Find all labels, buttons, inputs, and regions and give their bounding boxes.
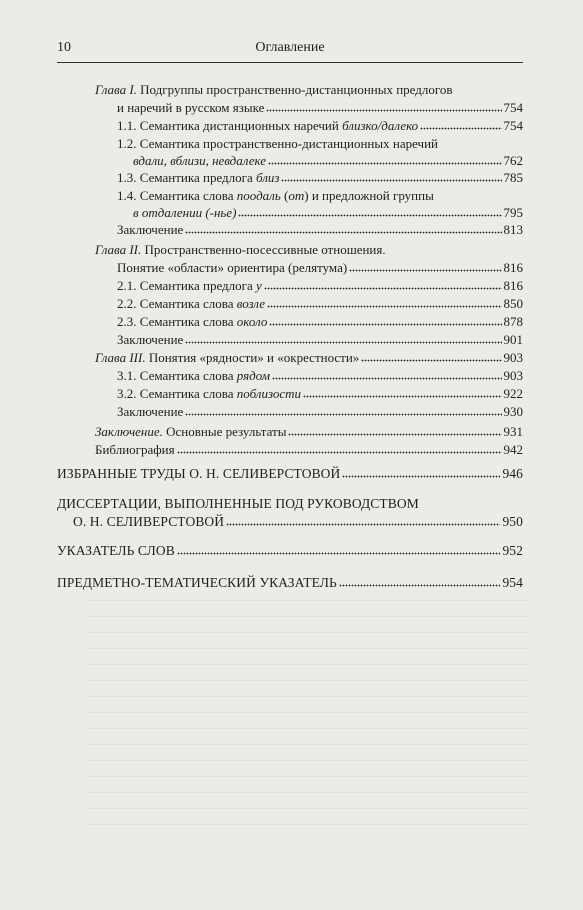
toc-page-number: 816 <box>503 278 523 293</box>
text-run: Основные результаты <box>162 424 287 439</box>
dot-leader <box>455 84 521 94</box>
bleed-through-texture <box>90 600 530 840</box>
toc-page-number: 942 <box>503 442 523 457</box>
toc-entry-title <box>117 314 267 330</box>
text-run: Понятие «области» ориентира (релятума) <box>117 260 348 275</box>
dot-leader <box>342 468 500 478</box>
toc-page-number: 901 <box>503 332 523 347</box>
dot-leader <box>349 262 501 272</box>
toc-entry-title <box>95 242 386 258</box>
toc-entry <box>73 514 523 530</box>
italic-run: от <box>288 188 305 203</box>
toc-page-number: 785 <box>503 170 523 185</box>
text-run: О. Н. СЕЛИВЕРСТОВОЙ <box>73 514 225 529</box>
text-run: ) и предложной группы <box>304 188 434 203</box>
toc-entry <box>95 424 523 440</box>
toc-entry-title <box>117 100 264 116</box>
text-run: Библиография <box>95 442 175 457</box>
dot-leader <box>436 190 521 200</box>
text-run: ( <box>280 188 289 203</box>
italic-run: рядом <box>236 368 270 383</box>
text-run: 3.2. Семантика слова <box>117 386 237 401</box>
toc-entry-title <box>57 496 419 512</box>
toc-page-number: 878 <box>503 314 523 329</box>
toc-entry-title <box>117 170 279 186</box>
page-header <box>57 40 523 58</box>
dot-leader <box>388 244 521 254</box>
dot-leader <box>272 370 502 380</box>
toc-page-number: 754 <box>503 118 523 133</box>
text-run: 2.3. Семантика слова <box>117 314 237 329</box>
toc-entry-title <box>117 278 262 294</box>
toc-entry-title <box>57 466 340 482</box>
dot-leader <box>420 120 501 130</box>
dot-leader <box>177 545 501 555</box>
header-rule <box>57 62 523 63</box>
italic-run: поблизости <box>236 386 302 401</box>
dot-leader <box>238 207 501 217</box>
italic-run: близ <box>256 170 280 185</box>
dot-leader <box>185 406 501 416</box>
toc-entry <box>117 136 523 152</box>
toc-entry <box>57 466 523 482</box>
toc-entry-title <box>117 368 270 384</box>
toc-entry-title <box>117 260 347 276</box>
page-title: Оглавление <box>255 40 325 55</box>
italic-run: Глава II. <box>95 242 142 257</box>
toc-page-number: 754 <box>503 100 523 115</box>
dot-leader <box>226 516 500 526</box>
toc-entry <box>117 314 523 330</box>
dot-leader <box>361 352 501 362</box>
dot-leader <box>177 444 502 454</box>
text-run: ПРЕДМЕТНО-ТЕМАТИЧЕСКИЙ УКАЗАТЕЛЬ <box>57 575 337 590</box>
dot-leader <box>264 280 502 290</box>
text-run: Заключение <box>117 222 184 237</box>
text-run: Заключение <box>117 332 184 347</box>
toc-entry-title <box>95 424 286 440</box>
page-number: 10 <box>57 40 71 55</box>
toc-entry <box>133 205 523 221</box>
toc-page-number: 950 <box>502 514 523 529</box>
toc-entry-title <box>133 153 266 169</box>
toc-entry-title <box>73 514 224 530</box>
toc-entry <box>117 260 523 276</box>
dot-leader <box>303 388 501 398</box>
text-run: Подгруппы пространственно-дистанционных предлогов <box>136 82 453 97</box>
text-run: 3.1. Семантика слова <box>117 368 237 383</box>
toc-entry <box>117 100 523 116</box>
toc-entry <box>117 332 523 348</box>
italic-run: близко/далеко <box>342 118 419 133</box>
italic-run: Глава III. <box>95 350 146 365</box>
toc-page-number: 952 <box>502 543 523 558</box>
text-run: Пространственно-посессивные отношения. <box>141 242 386 257</box>
dot-leader <box>269 316 501 326</box>
text-run: 2.2. Семантика слова <box>117 296 237 311</box>
toc-page-number: 946 <box>502 466 523 481</box>
toc-entry-title <box>117 136 438 152</box>
toc-entry-title <box>57 543 175 559</box>
dot-leader <box>268 155 501 165</box>
toc-entry-title <box>95 82 453 98</box>
toc-entry <box>95 350 523 366</box>
toc-page-number: 954 <box>502 575 523 590</box>
toc-entry <box>117 188 523 204</box>
toc-entry <box>95 442 523 458</box>
toc-entry <box>57 496 523 512</box>
toc-entry <box>95 242 523 258</box>
dot-leader <box>185 334 501 344</box>
toc-entry-title <box>117 118 418 134</box>
italic-run: возле <box>236 296 266 311</box>
dot-leader <box>339 577 501 587</box>
italic-run: у <box>256 278 262 293</box>
toc-entry-title <box>117 188 434 204</box>
toc-entry-title <box>117 404 183 420</box>
toc-entry <box>117 404 523 420</box>
toc-entry <box>117 170 523 186</box>
toc-entry-title <box>133 205 236 221</box>
toc-entry <box>117 278 523 294</box>
italic-run: поодаль <box>236 188 281 203</box>
text-run: УКАЗАТЕЛЬ СЛОВ <box>57 543 175 558</box>
italic-run: Заключение. <box>95 424 163 439</box>
toc-entry-title <box>117 332 183 348</box>
toc-entry <box>95 82 523 98</box>
toc-entry <box>117 368 523 384</box>
toc-page-number: 762 <box>503 153 523 168</box>
text-run: ИЗБРАННЫЕ ТРУДЫ О. Н. СЕЛИВЕРСТОВОЙ <box>57 466 341 481</box>
italic-run: в отдалении (-нье) <box>133 205 237 220</box>
dot-leader <box>266 102 501 112</box>
dot-leader <box>267 298 501 308</box>
toc-entry <box>117 118 523 134</box>
text-run: Заключение <box>117 404 184 419</box>
italic-run: около <box>236 314 268 329</box>
italic-run: Глава I. <box>95 82 137 97</box>
toc-page-number: 813 <box>503 222 523 237</box>
toc-page-number: 903 <box>503 368 523 383</box>
toc-page-number: 931 <box>503 424 523 439</box>
italic-run: вдали, вблизи, невдалеке <box>133 153 267 168</box>
toc-entry <box>117 386 523 402</box>
dot-leader <box>288 426 501 436</box>
toc-page-number: 795 <box>503 205 523 220</box>
dot-leader <box>421 498 521 508</box>
text-run: 1.2. Семантика пространственно-дистанционных наречий <box>117 136 438 151</box>
dot-leader <box>281 172 501 182</box>
toc-page-number: 930 <box>503 404 523 419</box>
toc-entry <box>57 543 523 559</box>
text-run: 1.4. Семантика слова <box>117 188 237 203</box>
text-run: и наречий в русском языке <box>117 100 265 115</box>
dot-leader <box>185 224 501 234</box>
toc-entry-title <box>117 222 183 238</box>
text-run: 1.3. Семантика предлога <box>117 170 257 185</box>
toc-page-number: 922 <box>503 386 523 401</box>
toc-page-number: 903 <box>503 350 523 365</box>
toc-page-number: 850 <box>503 296 523 311</box>
toc-entry-title <box>117 386 301 402</box>
text-run: 2.1. Семантика предлога <box>117 278 257 293</box>
toc-entry <box>57 575 523 591</box>
toc-entry-title <box>95 350 359 366</box>
text-run: Понятия «рядности» и «окрестности» <box>145 350 360 365</box>
text-run: ДИССЕРТАЦИИ, ВЫПОЛНЕННЫЕ ПОД РУКОВОДСТВОМ <box>57 496 419 511</box>
toc-page-number: 816 <box>503 260 523 275</box>
toc-entry <box>117 222 523 238</box>
toc-entry-title <box>95 442 175 458</box>
text-run: 1.1. Семантика дистанционных наречий <box>117 118 343 133</box>
toc-entry-title <box>117 296 265 312</box>
toc-entry <box>133 153 523 169</box>
toc-entry-title <box>57 575 337 591</box>
dot-leader <box>440 138 521 148</box>
toc-entry <box>117 296 523 312</box>
